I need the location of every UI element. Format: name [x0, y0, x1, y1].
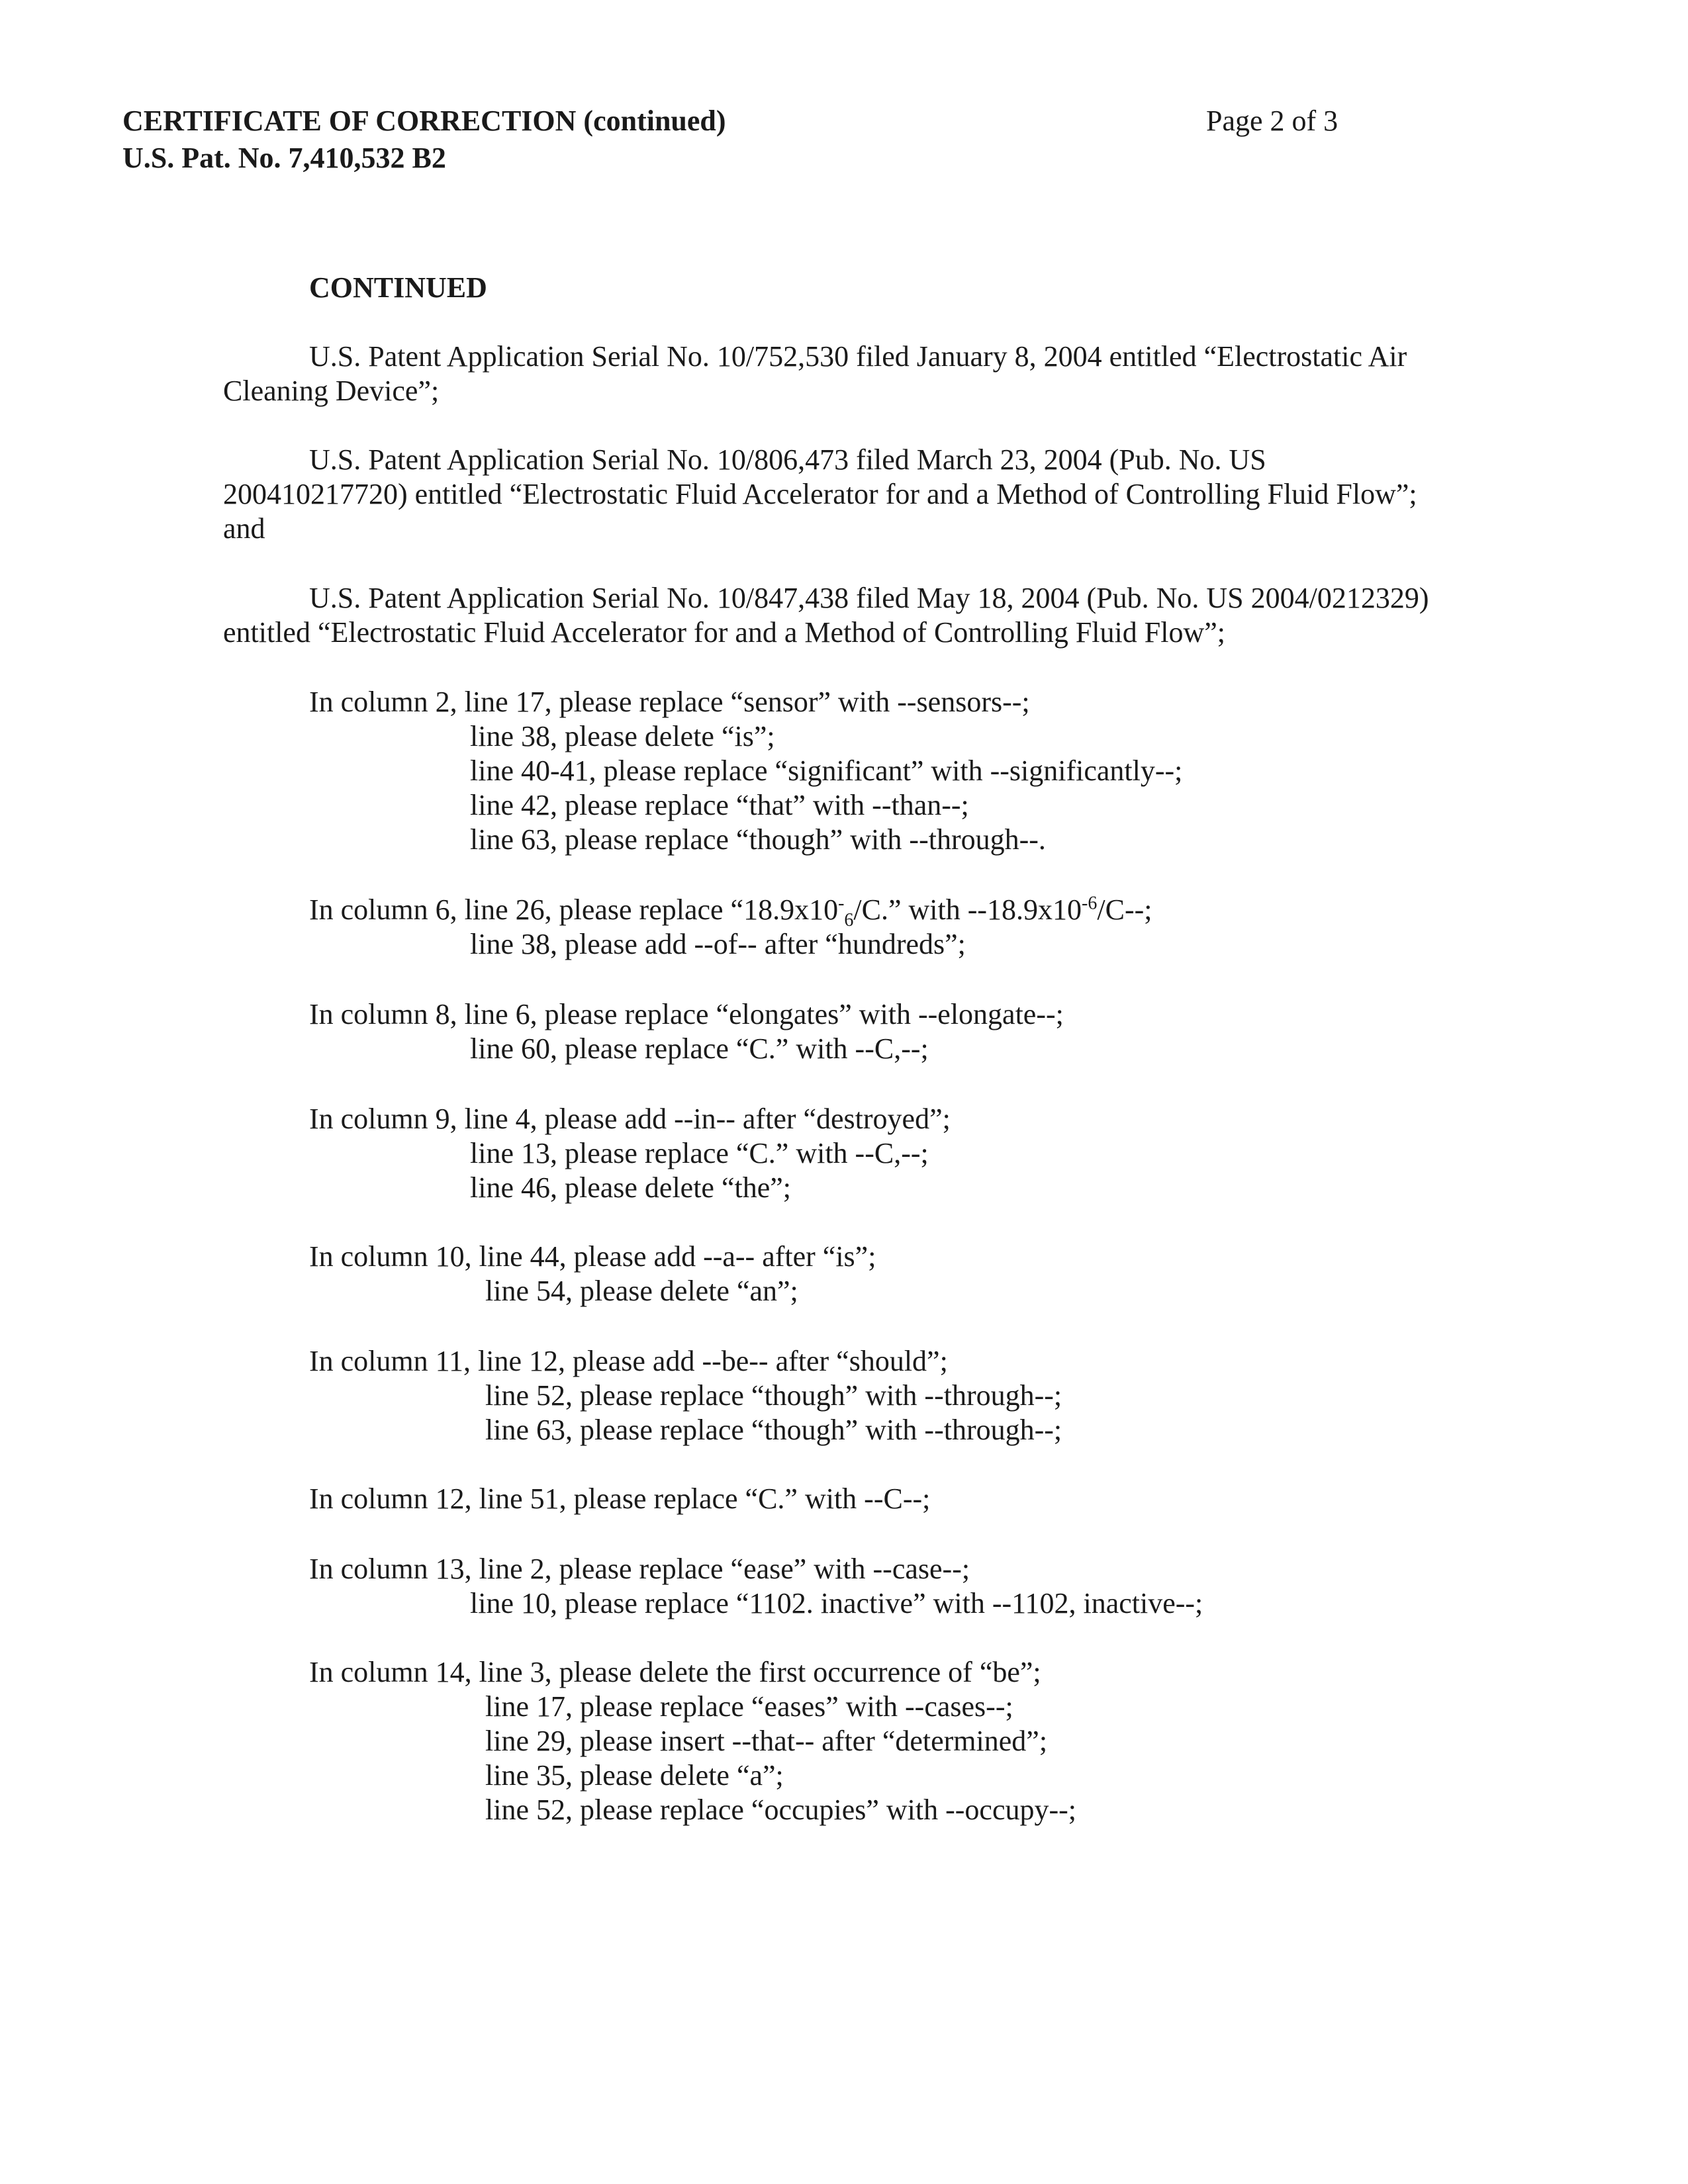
correction-item: line 52, please replace “though” with --through--; — [485, 1379, 1062, 1412]
paragraph-line: 200410217720) entitled “Electrostatic Fluid Accelerator for and a Method of Controlling Fluid Flow”; — [223, 478, 1417, 510]
lead-text: /C--; — [1097, 893, 1152, 926]
correction-lead-column-13: In column 13, line 2, please replace “ease” with --case--; — [309, 1553, 970, 1585]
correction-lead-column-2: In column 2, line 17, please replace “sensor” with --sensors--; — [309, 686, 1030, 718]
certificate-title: CERTIFICATE OF CORRECTION (continued) — [122, 105, 726, 137]
correction-item: line 63, please replace “though” with --through--; — [485, 1414, 1062, 1446]
paragraph-line: Cleaning Device”; — [223, 375, 440, 407]
paragraph-line: U.S. Patent Application Serial No. 10/752,530 filed January 8, 2004 entitled “Electrostatic Air — [309, 340, 1407, 373]
patent-number: U.S. Pat. No. 7,410,532 B2 — [122, 142, 446, 174]
paragraph-line: U.S. Patent Application Serial No. 10/847,438 filed May 18, 2004 (Pub. No. US 2004/0212329) — [309, 582, 1429, 614]
correction-lead-column-12: In column 12, line 51, please replace “C.” with --C--; — [309, 1482, 931, 1515]
correction-item: line 40-41, please replace “significant” with --significantly--; — [470, 754, 1183, 787]
correction-item: line 52, please replace “occupies” with --occupy--; — [485, 1794, 1077, 1826]
correction-item: line 60, please replace “C.” with --C,--; — [470, 1032, 929, 1065]
correction-item: line 63, please replace “though” with --through--. — [470, 823, 1046, 856]
lead-text: In column 6, line 26, please replace “18.9x10 — [309, 893, 839, 926]
correction-item: line 38, please add --of-- after “hundreds”; — [470, 928, 966, 960]
correction-item: line 46, please delete “the”; — [470, 1171, 791, 1204]
correction-item: line 10, please replace “1102. inactive” with --1102, inactive--; — [470, 1587, 1203, 1619]
correction-lead-column-9: In column 9, line 4, please add --in-- after “destroyed”; — [309, 1103, 951, 1135]
correction-item: line 38, please delete “is”; — [470, 720, 775, 752]
correction-lead-column-10: In column 10, line 44, please add --a-- after “is”; — [309, 1240, 876, 1273]
correction-lead-column-8: In column 8, line 6, please replace “elongates” with --elongate--; — [309, 998, 1064, 1030]
superscript: -6 — [1082, 893, 1098, 914]
correction-lead-column-11: In column 11, line 12, please add --be-- after “should”; — [309, 1345, 948, 1377]
correction-item: line 35, please delete “a”; — [485, 1759, 784, 1792]
continued-heading: CONTINUED — [309, 271, 487, 304]
correction-item: line 54, please delete “an”; — [485, 1275, 798, 1307]
paragraph-line: and — [223, 512, 265, 545]
correction-item: line 42, please replace “that” with --than--; — [470, 789, 969, 821]
paragraph-line: entitled “Electrostatic Fluid Accelerator for and a Method of Controlling Fluid Flow”; — [223, 616, 1225, 649]
paragraph-line: U.S. Patent Application Serial No. 10/806,473 filed March 23, 2004 (Pub. No. US — [309, 443, 1266, 476]
superscript: - — [838, 893, 845, 914]
lead-text: /C.” with --18.9x10 — [853, 893, 1082, 926]
correction-lead-column-14: In column 14, line 3, please delete the first occurrence of “be”; — [309, 1656, 1041, 1688]
correction-lead-column-6 — [309, 893, 1152, 931]
correction-item: line 13, please replace “C.” with --C,--; — [470, 1137, 929, 1169]
application-paragraph — [223, 340, 1481, 408]
correction-item: line 29, please insert --that-- after “determined”; — [485, 1725, 1048, 1757]
application-paragraph — [223, 443, 1481, 546]
page-number: Page 2 of 3 — [1206, 105, 1338, 137]
subscript: 6 — [844, 909, 854, 931]
application-paragraph — [223, 581, 1481, 650]
correction-item: line 17, please replace “eases” with --cases--; — [485, 1690, 1013, 1723]
